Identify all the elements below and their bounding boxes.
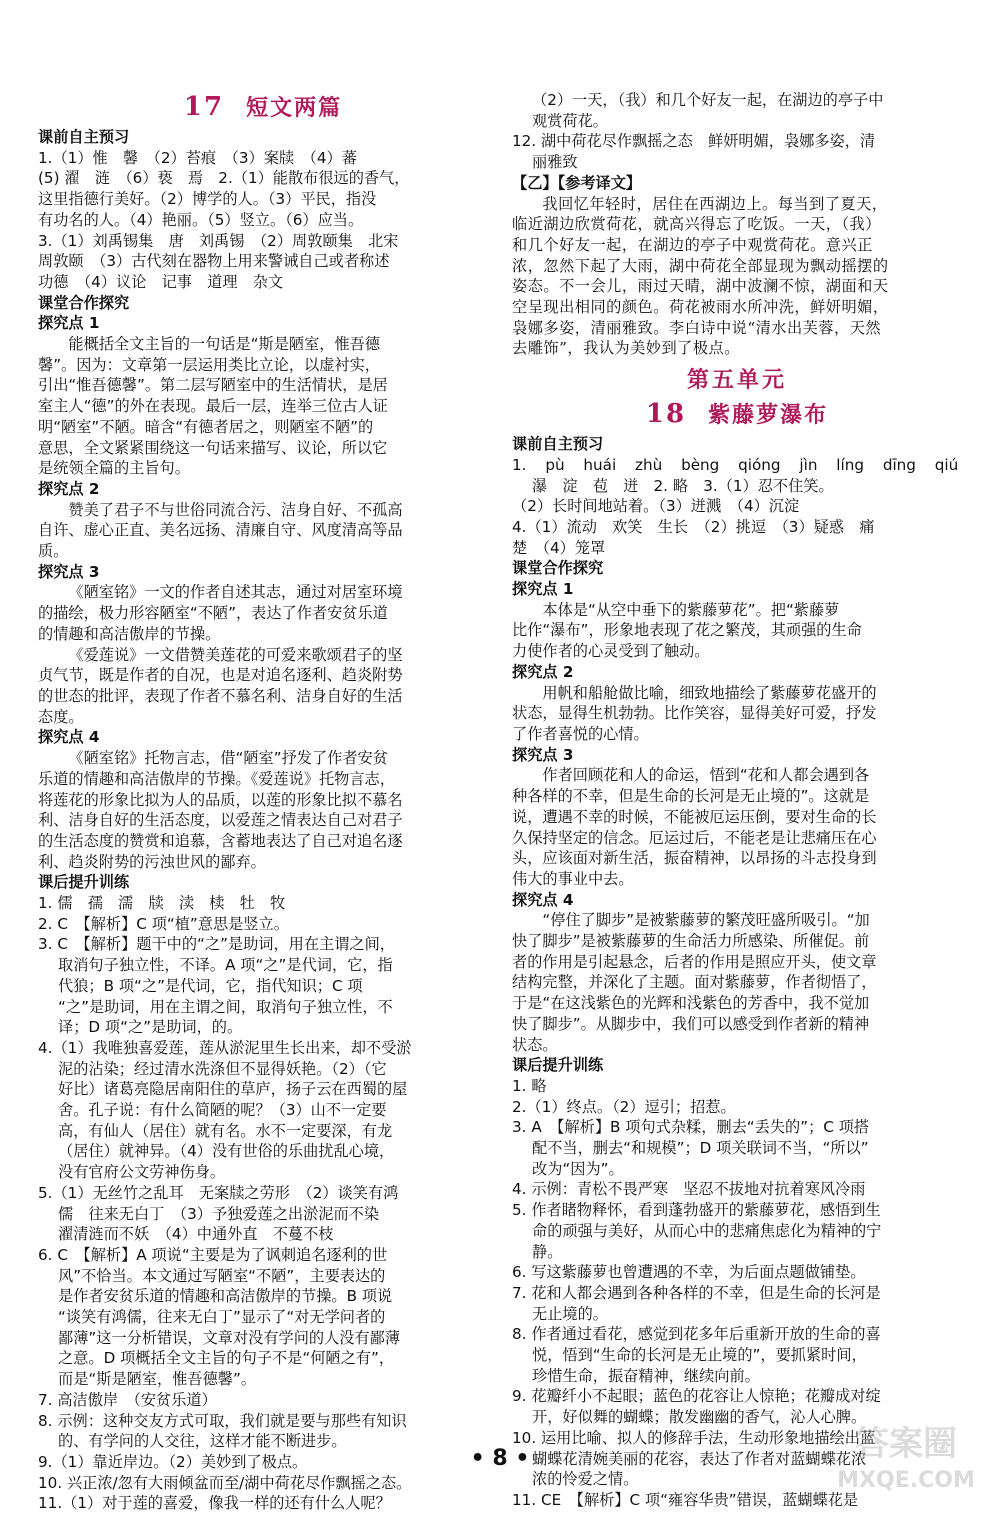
text-line: 【乙】【参考译文】: [512, 173, 642, 192]
subsection-heading: 探究点 4: [38, 728, 100, 747]
text-line: 9.（1）靠近岸边。（2）美妙到了极点。: [38, 1453, 308, 1471]
text-line: 8. 示例：这种交友方式可取，我们就是要与那些有知识: [38, 1411, 407, 1430]
text-line: （2）一天，（我）和几个好友一起，在湖边的亭子中: [512, 91, 884, 109]
text-line: 我回忆年轻时，居住在西湖边上。每当到了夏天，: [542, 194, 888, 213]
text-line: 说，遭遇不幸的时候，不能被厄运压倒，要对生命的长: [512, 807, 877, 826]
text-line: 蝴蝶花清婉美丽的花容，表达了作者对蓝蝴蝶花浓: [512, 1449, 867, 1468]
section-heading: 课前自主预习: [512, 435, 604, 454]
text-line: 作者回顾花和人的命运，悟到“花和人都会遇到各: [542, 766, 870, 785]
text-line: 的描绘，极力形容陋室“不陋”，表达了作者安贫乐道: [38, 604, 388, 623]
text-line: 风”不恰当。本文通过写陋室“不陋”，主要表达的: [38, 1266, 386, 1285]
text-line: 自许、虚心正直、美名远扬、清廉自守、风度清高等品: [38, 521, 403, 540]
right-column: [512, 90, 962, 1511]
text-line: 而是“斯是陋室，惟吾德馨”。: [38, 1370, 257, 1389]
text-line: 12. 湖中荷花尽作飘摇之态 鲜妍明媚，袅娜多姿，清: [512, 132, 876, 151]
text-line: 7. 高洁傲岸 （安贫乐道）: [38, 1390, 217, 1409]
text-line: 改为“因为”。: [512, 1159, 624, 1178]
text-line: 功德 （4）议论 记事 道理 杂文: [38, 272, 284, 291]
subsection-heading: 探究点 4: [512, 890, 574, 909]
text-line: 配不当，删去“和规模”；D 项关联词不当，“所以”: [512, 1139, 869, 1158]
text-line: 引出“惟吾德馨”。第二层写陋室中的生活情状，是居: [38, 376, 388, 395]
text-line: 2. C 【解析】C 项“植”意思是竖立。: [38, 914, 289, 933]
text-line: 开，好似舞的蝴蝶；散发幽幽的香气，沁人心脾。: [512, 1408, 867, 1427]
text-line: 的、有学问的人交往，这样才能不断进步。: [38, 1432, 347, 1451]
section-heading: 课后提升训练: [512, 1056, 604, 1075]
watermark-line2: MXQE.COM: [837, 1468, 975, 1493]
text-line: 译；D 项“之”是助词，的。: [38, 1018, 243, 1037]
text-line: 将莲花的形象比拟为人的品质，以莲的形象比拟不慕名: [38, 790, 403, 809]
text-line: 3.（1）刘禹锡集 唐 刘禹锡 （2）周敦颐集 北宋: [38, 231, 399, 250]
text-line: 室主人“德”的外在表现。最后一层，连举三位古人证: [38, 397, 388, 416]
text-line: 和几个好友一起，在湖边的亭子中观赏荷花。意兴正: [512, 235, 873, 254]
text-line: 儒 往来无白丁 （3）予独爱莲之出淤泥而不染: [38, 1204, 380, 1223]
lesson-number: 17: [183, 92, 225, 122]
lesson-17-title: [38, 90, 488, 125]
watermark-line1: 答案圈: [855, 1424, 957, 1464]
text-line: 的情趣和高洁傲岸的节操。: [38, 624, 221, 643]
text-line: 者的作用是引起悬念，后者的作用是照应开头，使文章: [512, 952, 877, 971]
right-text-block-b: [512, 434, 962, 1511]
text-line: 状态。: [512, 1035, 558, 1054]
right-text-block-a: [512, 90, 962, 359]
text-line: 楚 （4）笼罩: [512, 538, 606, 557]
text-line: （2）长时间地站着。（3）迸溅 （4）沉淀: [512, 497, 800, 516]
text-line: 丽雅致: [512, 153, 578, 172]
text-line: 静。: [512, 1242, 563, 1261]
text-line: 10. 运用比喻、拟人的修辞手法，生动形象地描绘出蓝: [512, 1428, 876, 1447]
text-line: 舍。孔子说：有什么简陋的呢？（3）山不一定要: [38, 1101, 387, 1120]
subsection-heading: 探究点 2: [38, 479, 100, 498]
text-line: 3. A 【解析】B 项句式杂糅，删去“丢失的”；C 项搭: [512, 1118, 870, 1137]
text-line: 有功名的人。（4）艳丽。（5）竖立。（6）应当。: [38, 210, 364, 229]
text-line: 是统领全篇的主旨句。: [38, 459, 190, 478]
text-line: 利、洁身自好的生活态度，以爱莲之情表达自己对君子: [38, 811, 403, 830]
text-line: 瀑 淀 苞 迸 2. 略 3.（1）忍不住笑。: [512, 476, 834, 495]
text-line: 8. 作者通过看花，感觉到花多年后重新开放的生命的喜: [512, 1325, 881, 1344]
text-line: 4. 示例：青松不畏严寒 坚忍不拔地对抗着寒风冷雨: [512, 1180, 866, 1199]
text-line: 1. 略: [512, 1076, 547, 1095]
section-heading: 课后提升训练: [38, 873, 130, 892]
text-line: 贞气节，既是作者的自况，也是对追名逐利、趋炎附势: [38, 666, 403, 685]
text-line: 状态，显得生机勃勃。比作笑容，显得美好可爱，抒发: [512, 704, 877, 723]
text-line: 10. 兴正浓/忽有大雨倾盆而至/湖中荷花尽作飘摇之态。: [38, 1473, 412, 1492]
text-line: 1. pù huái zhù bèng qióng jìn líng dīng qiú: [512, 455, 959, 474]
text-line: 姿态。不一会儿，雨过天晴，湖中波澜不惊，湖面和天: [512, 277, 889, 296]
text-line: 伟大的事业中去。: [512, 869, 634, 888]
text-line: 种各样的不幸，但是生命的长河是无止境的”。这就是: [512, 787, 870, 806]
text-line: （居住）就神异。（4）没有世俗的乐曲扰乱心境，: [38, 1142, 395, 1161]
subsection-heading: 探究点 3: [38, 562, 100, 581]
text-line: 高，有仙人（居住）就有名。水不一定要深，有龙: [38, 1121, 393, 1140]
text-line: 质。: [38, 542, 69, 561]
left-column: [38, 90, 488, 1514]
text-line: 之意。D 项概括全文主旨的句子不是“何陋之有”，: [38, 1349, 395, 1368]
text-line: 《爱莲说》一文借赞美莲花的可爱来歌颂君子的坚: [68, 645, 403, 664]
text-line: 结构完整，并深化了主题。面对紫藤萝，作者彻悟了，: [512, 973, 877, 992]
text-line: 力使作者的心灵受到了触动。: [512, 642, 710, 661]
subsection-heading: 探究点 2: [512, 662, 574, 681]
section-heading: 课堂合作探究: [512, 559, 604, 578]
text-line: 鄙薄”这一分析错误，文章对没有学问的人没有鄙薄: [38, 1328, 401, 1347]
text-line: 临近湖边欣赏荷花，就高兴得忘了吃饭。一天，（我）: [512, 215, 881, 234]
lesson-18-title: [512, 397, 962, 432]
text-line: 去雕饰”，我认为美妙到了极点。: [512, 339, 740, 358]
left-text-block: [38, 127, 488, 1514]
text-line: 能概括全文主旨的一句话是“斯是陋室，惟吾德: [68, 335, 381, 354]
text-line: 6. C 【解析】A 项说“主要是为了讽刺追名逐利的世: [38, 1245, 388, 1264]
text-line: 是作者安贫乐道的情趣和高洁傲岸的节操。B 项说: [38, 1287, 393, 1306]
text-line: 用帆和船舱做比喻，细致地描绘了紫藤萝花盛开的: [542, 683, 877, 702]
text-line: 2.（1）终点。（2）逗引；招惹。: [512, 1097, 736, 1116]
text-line: 头，应该面对新生活，振奋精神，以昂扬的斗志投身到: [512, 849, 877, 868]
text-line: “之”是助词，用在主谓之间，取消句子独立性，不: [38, 997, 393, 1016]
text-line: 《陋室铭》一文的作者自述其志，通过对居室环境: [68, 583, 403, 602]
text-line: 濯清涟而不妖 （4）中通外直 不蔓不枝: [38, 1225, 334, 1244]
text-line: 于是“在这浅紫色的光辉和浅紫色的芳香中，我不觉加: [512, 994, 870, 1013]
text-line: 11. CE 【解析】C 项“雍容华贵”错误，蓝蝴蝶花是: [512, 1491, 859, 1509]
text-line: 1.（1）惟 馨 （2）苔痕 （3）案牍 （4）蕃: [38, 148, 357, 167]
lesson-number: 18: [645, 399, 687, 430]
text-line: 了作者喜悦的心情。: [512, 724, 649, 743]
text-line: 赞美了君子不与世俗同流合污、洁身自好、不孤高: [68, 500, 403, 519]
text-line: 明“陋室”不陋。暗含“有德者居之，则陋室不陋”的: [38, 417, 374, 436]
text-line: 6. 写这紫藤萝也曾遭遇的不幸，为后面点题做铺垫。: [512, 1263, 866, 1282]
text-line: 比作“瀑布”，形象地表现了花之繁茂，其顽强的生命: [512, 621, 862, 640]
watermark-logo: [826, 1415, 986, 1495]
subsection-heading: 探究点 1: [512, 580, 574, 599]
subsection-heading: 探究点 3: [512, 745, 574, 764]
text-line: 5. 作者睹物释怀，看到蓬勃盛开的紫藤萝花，感悟到生: [512, 1201, 881, 1220]
text-line: 袅娜多姿，清丽雅致。李白诗中说“清水出芙蓉，天然: [512, 318, 882, 337]
section-heading: 课前自主预习: [38, 128, 130, 146]
text-line: 泥的沾染；经过清水洗涤但不显得妖艳。（2）（它: [38, 1059, 387, 1078]
text-line: 《陋室铭》托物言志，借“陋室”抒发了作者安贫: [68, 749, 388, 768]
text-line: 意思，全文紧紧围绕这一句话来描写、议论，所以它: [38, 438, 388, 457]
text-line: 本体是“从空中垂下的紫藤萝花”。把“紫藤萝: [542, 600, 840, 619]
text-line: 乐道的情趣和高洁傲岸的节操。《爱莲说》托物言志，: [38, 769, 395, 788]
text-line: 浓的怜爱之情。: [512, 1470, 639, 1489]
text-line: 久保持坚定的信念。厄运过后，不能老是让悲痛压在心: [512, 828, 877, 847]
text-line: 5.（1）无丝竹之乱耳 无案牍之劳形 （2）谈笑有鸿: [38, 1183, 399, 1202]
text-line: 取消句子独立性，不译。A 项“之”是代词，它，指: [38, 956, 393, 975]
text-line: 快了脚步”。从脚步中，我们可以感受到作者新的精神: [512, 1014, 870, 1033]
text-line: 命的顽强与美好，从而心中的悲痛焦虑化为精神的宁: [512, 1221, 882, 1240]
text-line: 态度。: [38, 707, 84, 726]
text-line: 的生活态度的赞赏和追慕，含蓄地表达了自己对追名逐: [38, 831, 403, 850]
text-line: 1. 儒 孺 濡 牍 渎 椟 牡 牧: [38, 894, 286, 913]
unit-title: 第五单元: [686, 367, 787, 394]
text-line: 的世态的批评，表现了作者不慕名利、洁身自好的生活: [38, 686, 403, 705]
text-line: 浓，忽然下起了大雨，湖中荷花全部显现为飘动摇摆的: [512, 256, 889, 275]
text-line: 11.（1）对于莲的喜爱，像我一样的还有什么人呢？: [38, 1494, 391, 1513]
text-line: 馨”。因为：文章第一层运用类比立论，以虚衬实，: [38, 355, 380, 374]
lesson-name: 紫藤萝瀑布: [708, 402, 829, 429]
text-line: “停住了脚步”是被紫藤萝的繁茂旺盛所吸引。“加: [542, 911, 870, 930]
text-line: 7. 花和人都会遇到各种各样的不幸，但是生命的长河是: [512, 1283, 881, 1302]
text-line: 3. C 【解析】题干中的“之”是助词，用在主谓之间，: [38, 935, 395, 954]
text-line: (5) 濯 涟 （6）亵 焉 2.（1）能散布很远的香气，: [38, 169, 410, 188]
text-line: 观赏荷花。: [512, 111, 608, 130]
text-line: 空呈现出相同的颜色。荷花被雨水所冲洗，鲜妍明媚，: [512, 298, 889, 317]
lesson-name: 短文两篇: [246, 95, 343, 121]
section-heading: 课堂合作探究: [38, 293, 130, 312]
text-line: 这里指德行美好。（2）博学的人。（3）平民，指没: [38, 190, 377, 209]
text-line: 周敦颐 （3）古代刻在器物上用来警诫自己或者称述: [38, 252, 390, 271]
text-line: 4.（1）我唯独喜爱莲，莲从淤泥里生长出来，却不受淤: [38, 1038, 412, 1057]
text-line: 利、趋炎附势的污浊世风的鄙弃。: [38, 852, 266, 871]
text-line: 4.（1）流动 欢笑 生长 （2）挑逗 （3）疑惑 痛: [512, 517, 875, 536]
text-line: 9. 花瓣纤小不起眼；蓝色的花容让人惊艳；花瓣成对绽: [512, 1387, 881, 1406]
text-line: 好比）诸葛亮隐居南阳住的草庐，扬子云在西蜀的屋: [38, 1080, 408, 1099]
text-line: 没有官府公文劳神伤身。: [38, 1163, 226, 1182]
page-number: • 8 •: [470, 1446, 530, 1471]
text-line: 悦，悟到“生命的长河是无止境的”，要抓紧时间，: [512, 1346, 867, 1365]
text-line: 珍惜生命，振奋精神，继续向前。: [512, 1366, 760, 1385]
subsection-heading: 探究点 1: [38, 314, 100, 333]
text-line: 代狼；B 项“之”是代词，它，指代知识；C 项: [38, 976, 363, 995]
text-line: 快了脚步”是被紫藤萝的生命活力所感染、所催促。前: [512, 932, 870, 951]
text-line: 无止境的。: [512, 1304, 608, 1323]
text-line: “谈笑有鸿儒，往来无白丁”显示了“对无学问者的: [38, 1308, 386, 1327]
